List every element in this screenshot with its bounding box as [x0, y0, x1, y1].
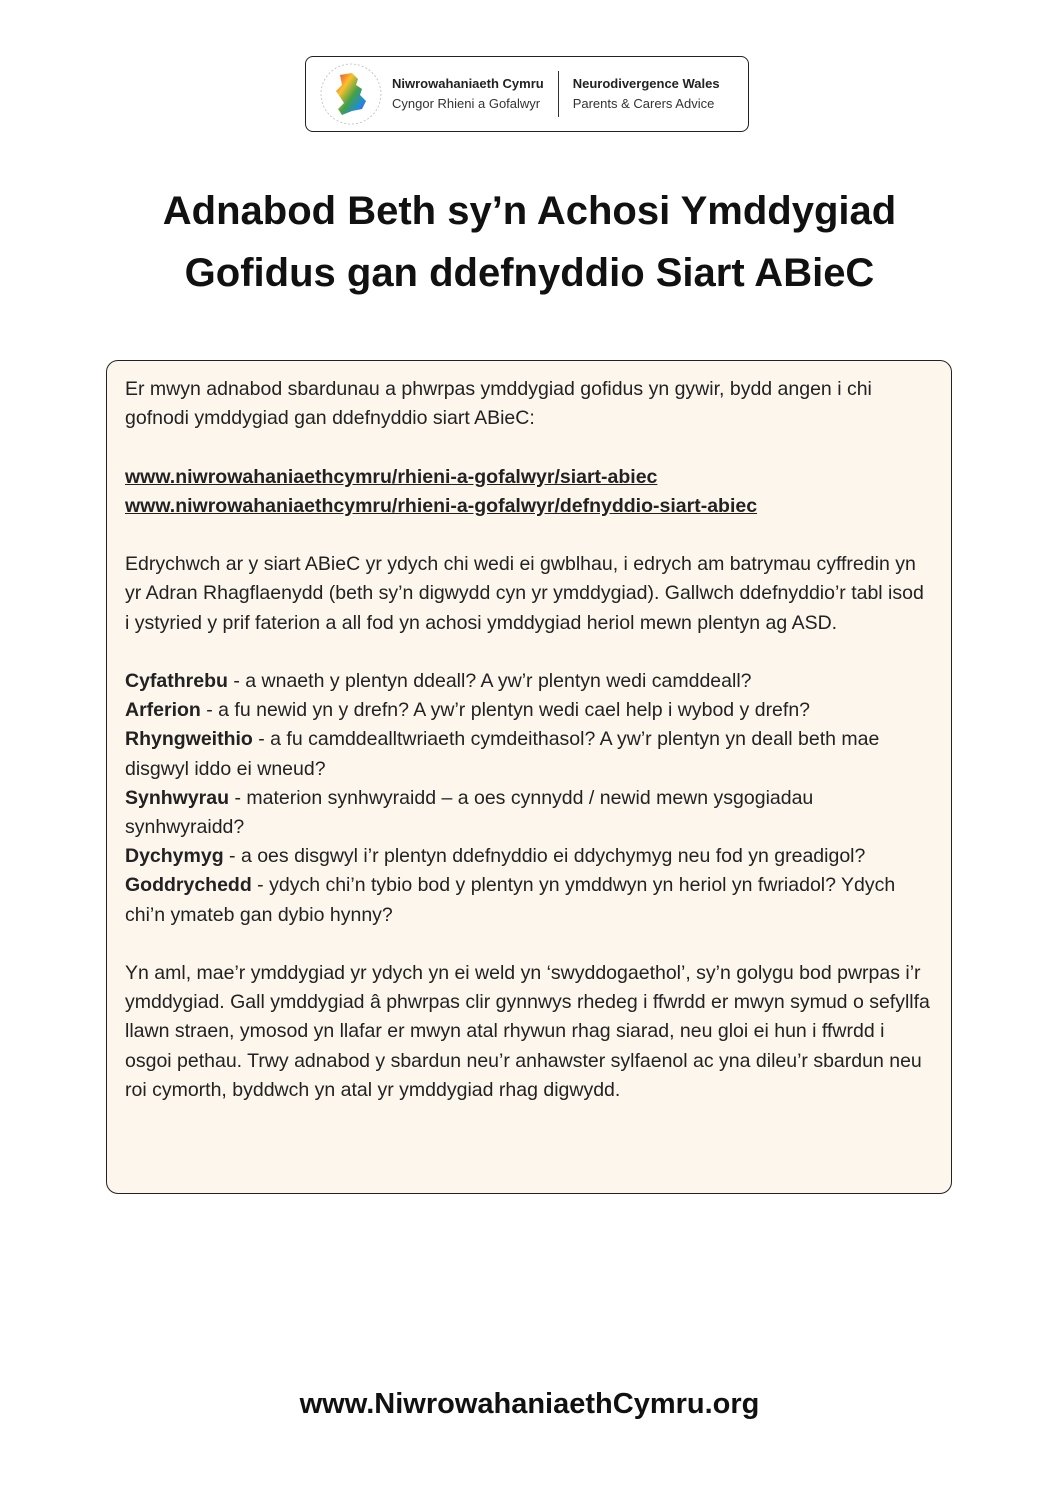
org-english-name: Neurodivergence Wales	[572, 76, 720, 91]
factor-term: Cyfathrebu	[125, 669, 228, 692]
content-box	[106, 360, 952, 1194]
org-welsh-name: Niwrowahaniaeth Cymru	[392, 76, 544, 91]
factor-term: Synhwyrau	[125, 786, 230, 809]
factor-text: - a fu newid yn y drefn? A yw’r plentyn wedi cael help i wybod y drefn?	[200, 699, 811, 722]
org-welsh-subtitle: Cyngor Rhieni a Gofalwyr	[392, 96, 541, 111]
page-title	[0, 180, 1059, 304]
factor-term: Dychymyg	[125, 845, 224, 868]
factor-term: Goddrychedd	[125, 874, 252, 897]
abiec-chart-link[interactable]: www.niwrowahaniaethcymru/rhieni-a-gofalwyr/siart-abiec	[125, 465, 658, 488]
org-welsh	[392, 74, 544, 114]
factor-text: - a wnaeth y plentyn ddeall? A yw’r plentyn wedi camddeall?	[227, 669, 752, 692]
patterns-paragraph: Edrychwch ar y siart ABieC yr ydych chi wedi ei gwblhau, i edrych am batrymau cyffredin yn yr Adran Rhagflaenydd (beth sy’n digwydd cyn yr ymddygiad). Gallwch ddefnyddio’r tabl isod i ystyried y prif faterion a all fod yn achosi ymddygiad heriol mewn plentyn ag ASD.	[125, 553, 924, 634]
page-title-line-1: Adnabod Beth sy’n Achosi Ymddygiad	[162, 189, 897, 233]
factor-item	[125, 871, 933, 929]
factor-item	[125, 725, 933, 783]
factor-term: Rhyngweithio	[125, 728, 253, 751]
intro-paragraph: Er mwyn adnabod sbardunau a phwrpas ymddygiad gofidus yn gywir, bydd angen i chi gofnodi ymddygiad gan ddefnyddio siart ABieC:	[125, 378, 872, 430]
factor-text: - a oes disgwyl i’r plentyn ddefnyddio ei ddychymyg neu fod yn greadigol?	[223, 845, 866, 868]
factor-text: - ydych chi’n tybio bod y plentyn yn ymddwyn yn heriol yn fwriadol? Ydych chi’n ymateb gan dybio hynny?	[125, 874, 896, 926]
factor-item	[125, 842, 933, 871]
wales-map-logo-icon	[318, 61, 384, 127]
factor-item	[125, 667, 933, 696]
using-abiec-chart-link[interactable]: www.niwrowahaniaethcymru/rhieni-a-gofalwyr/defnyddio-siart-abiec	[125, 494, 758, 517]
header-logo-box	[305, 56, 749, 132]
factor-text: - a fu camddealltwriaeth cymdeithasol? A yw’r plentyn yn deall beth mae disgwyl iddo ei wneud?	[125, 728, 880, 780]
footer-website-url[interactable]: www.NiwrowahaniaethCymru.org	[299, 1388, 760, 1420]
factor-item	[125, 696, 933, 725]
factor-text: - materion synhwyraidd – a oes cynnydd / newid mewn ysgogiadau synhwyraidd?	[125, 786, 814, 838]
factor-item	[125, 784, 933, 842]
org-english	[573, 74, 720, 114]
header-divider	[558, 71, 559, 117]
function-paragraph: Yn aml, mae’r ymddygiad yr ydych yn ei weld yn ‘swyddogaethol’, sy’n golygu bod pwrpas i’r ymddygiad. Gall ymddygiad â phwrpas clir gynnwys rhedeg i ffwrdd er mwyn symud o sefyllfa llawn straen, ymosod yn llafar er mwyn atal rhywun rhag siarad, neu gloi ei hun i ffwrdd i osgoi pethau. Trwy adnabod y sbardun neu’r anhawster sylfaenol ac yna dileu’r sbardun neu roi cymorth, byddwch yn atal yr ymddygiad rhag digwydd.	[125, 962, 930, 1101]
page-title-line-2: Gofidus gan ddefnyddio Siart ABieC	[184, 251, 875, 295]
factor-term: Arferion	[125, 699, 201, 722]
org-english-subtitle: Parents & Carers Advice	[572, 96, 715, 111]
